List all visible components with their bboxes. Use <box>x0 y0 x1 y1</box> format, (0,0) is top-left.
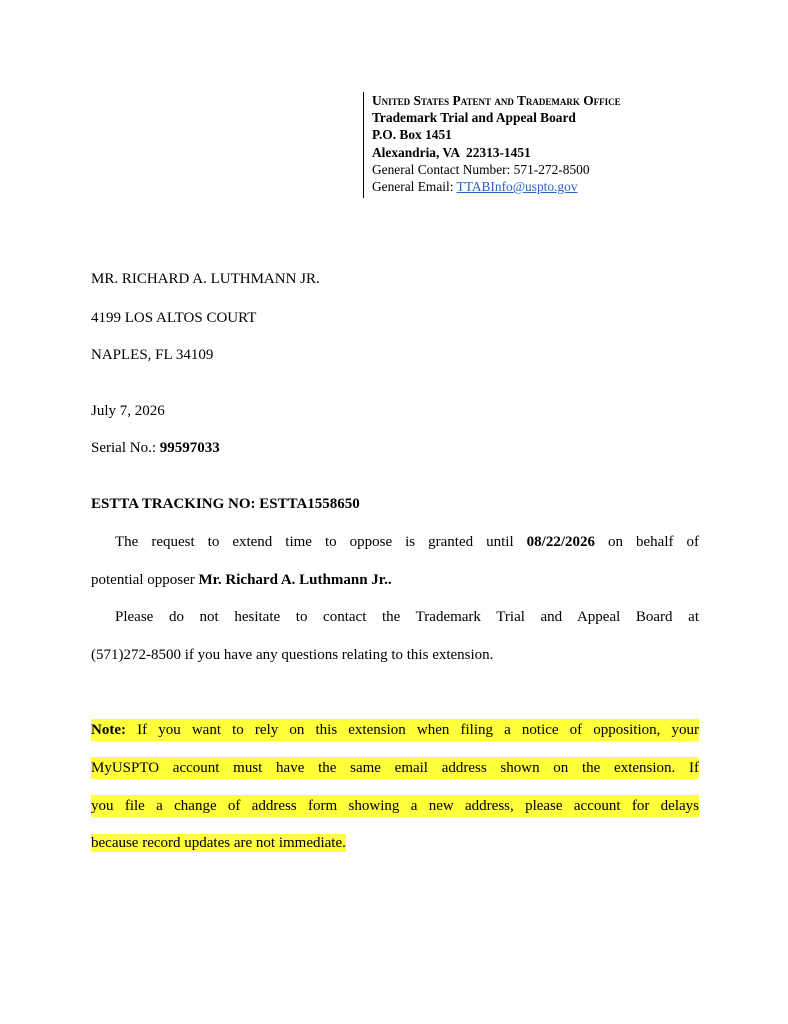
note-line-4 <box>91 833 699 853</box>
board-name: Trademark Trial and Appeal Board <box>372 110 576 126</box>
office-name: United States Patent and Trademark Office <box>372 93 621 108</box>
opposer-label: potential opposer <box>91 572 195 588</box>
contact-number-line <box>372 161 621 178</box>
contact-line-1: Please do not hesitate to contact the Trademark Trial and Appeal Board at <box>115 609 699 625</box>
contact-paragraph <box>91 607 699 665</box>
note-line-3 <box>91 795 699 815</box>
grant-line-2 <box>91 570 699 590</box>
email-link[interactable]: TTABInfo@uspto.gov <box>456 179 578 195</box>
letter-date: July 7, 2026 <box>91 403 165 419</box>
grant-line-1 <box>91 532 699 552</box>
note-paragraph <box>91 719 699 853</box>
opposer-name: Mr. Richard A. Luthmann Jr.. <box>198 572 392 588</box>
extension-date: 08/22/2026 <box>526 534 595 550</box>
tracking-number: ESTTA TRACKING NO: ESTTA1558650 <box>91 496 360 512</box>
recipient-city: NAPLES, FL 34109 <box>91 347 214 363</box>
email-label: General Email: <box>372 179 457 195</box>
note-line-1 <box>91 719 699 739</box>
recipient-street: 4199 LOS ALTOS COURT <box>91 310 257 326</box>
serial-label: Serial No.: <box>91 440 160 456</box>
note-text-3: you file a change of address form showing a new address, please account for delays <box>91 795 699 817</box>
contact-line-2: (571)272-8500 if you have any questions relating to this extension. <box>91 647 494 663</box>
note-text-1: If you want to rely on this extension when filing a notice of opposition, your <box>125 722 699 738</box>
note-text-4: because record updates are not immediate. <box>91 835 346 851</box>
recipient-name: MR. RICHARD A. LUTHMANN JR. <box>91 271 320 287</box>
letterhead <box>363 92 621 198</box>
note-text-2: MyUSPTO account must have the same email address shown on the extension. If <box>91 757 699 779</box>
serial-line <box>91 440 220 457</box>
grant-text-cont: on behalf of <box>608 534 699 550</box>
po-box: P.O. Box 1451 <box>372 127 452 143</box>
note-label: Note: <box>91 722 126 738</box>
note-line-2 <box>91 757 699 777</box>
grant-paragraph <box>91 532 699 590</box>
contact-number-label: General Contact Number: <box>372 161 514 177</box>
grant-text: The request to extend time to oppose is granted until <box>115 534 514 550</box>
office-city: Alexandria, VA 22313-1451 <box>372 144 531 160</box>
note-line-1-highlight <box>91 719 699 741</box>
serial-number: 99597033 <box>159 440 220 456</box>
contact-number: 571-272-8500 <box>513 161 590 177</box>
email-line <box>372 178 621 195</box>
